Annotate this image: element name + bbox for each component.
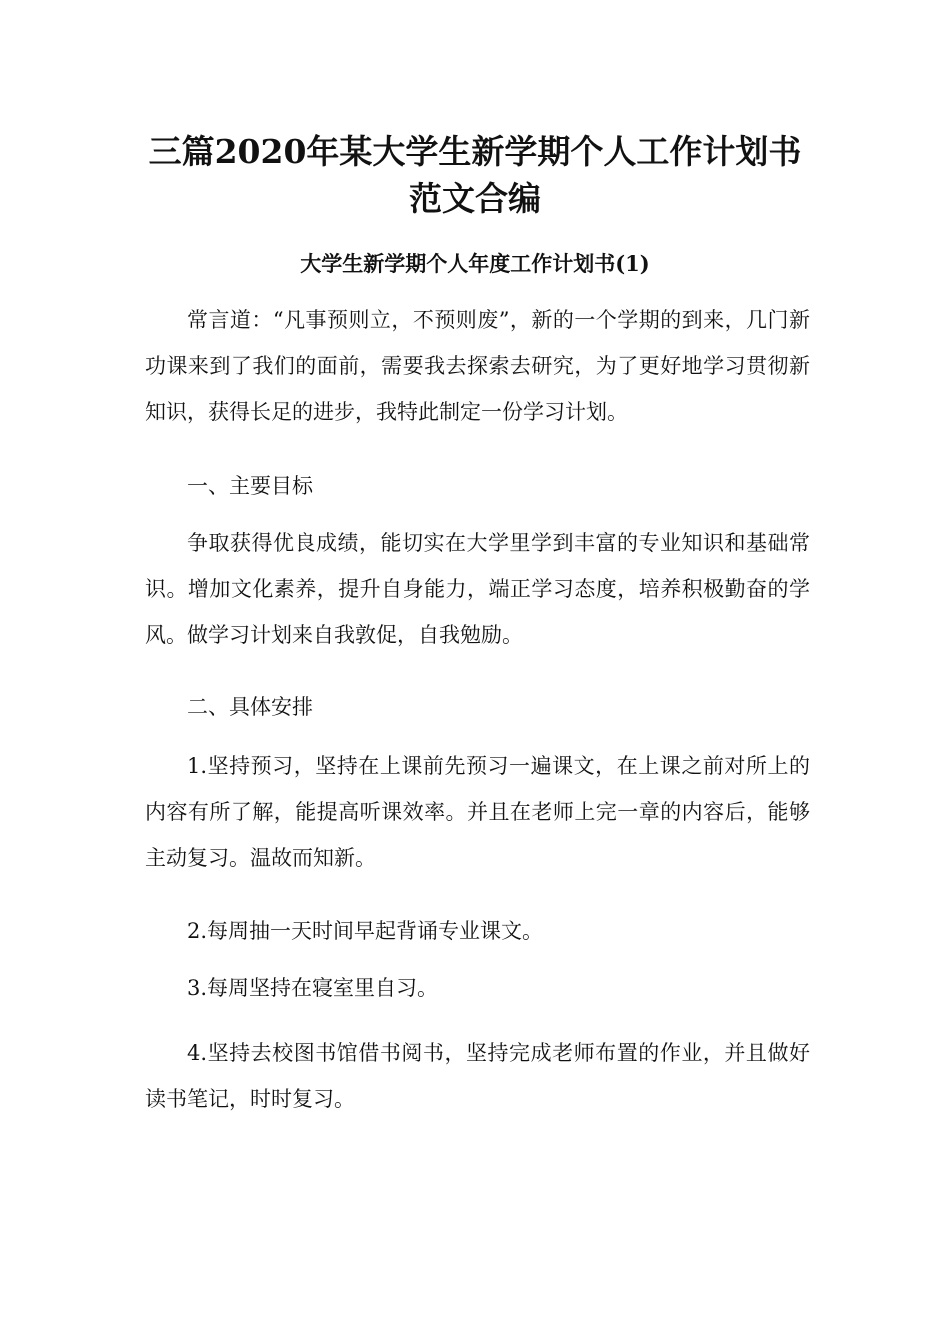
list-item-2: 2.每周抽一天时间早起背诵专业课文。 <box>187 919 544 943</box>
paragraph-intro: 常言道：“凡事预则立，不预则废”，新的一个学期的到来，几门新功课来到了我们的面前，需要我去探索去研究，为了更好地学习贯彻新知识，获得长足的进步，我特此制定一份学习计划。 <box>145 308 810 424</box>
list-item-4: 4.坚持去校图书馆借书阅书，坚持完成老师布置的作业，并且做好读书笔记，时时复习。 <box>145 1041 810 1111</box>
list-item-1: 1.坚持预习，坚持在上课前先预习一遍课文，在上课之前对所上的内容有所了解，能提高听课效率。并且在老师上完一章的内容后，能够主动复习。温故而知新。 <box>145 754 810 870</box>
list-item-3: 3.每周坚持在寝室里自习。 <box>187 976 439 1000</box>
document-title: 三篇2020年某大学生新学期个人工作计划书范文合编 <box>148 132 802 218</box>
document-subtitle: 大学生新学期个人年度工作计划书(1) <box>300 251 650 276</box>
section-heading-goals: 一、主要目标 <box>187 474 313 498</box>
paragraph-goals: 争取获得优良成绩，能切实在大学里学到丰富的专业知识和基础常识。增加文化素养，提升自身能力，端正学习态度，培养积极勤奋的学风。做学习计划来自我敦促，自我勉励。 <box>145 531 810 647</box>
section-heading-arrangements: 二、具体安排 <box>187 695 313 719</box>
